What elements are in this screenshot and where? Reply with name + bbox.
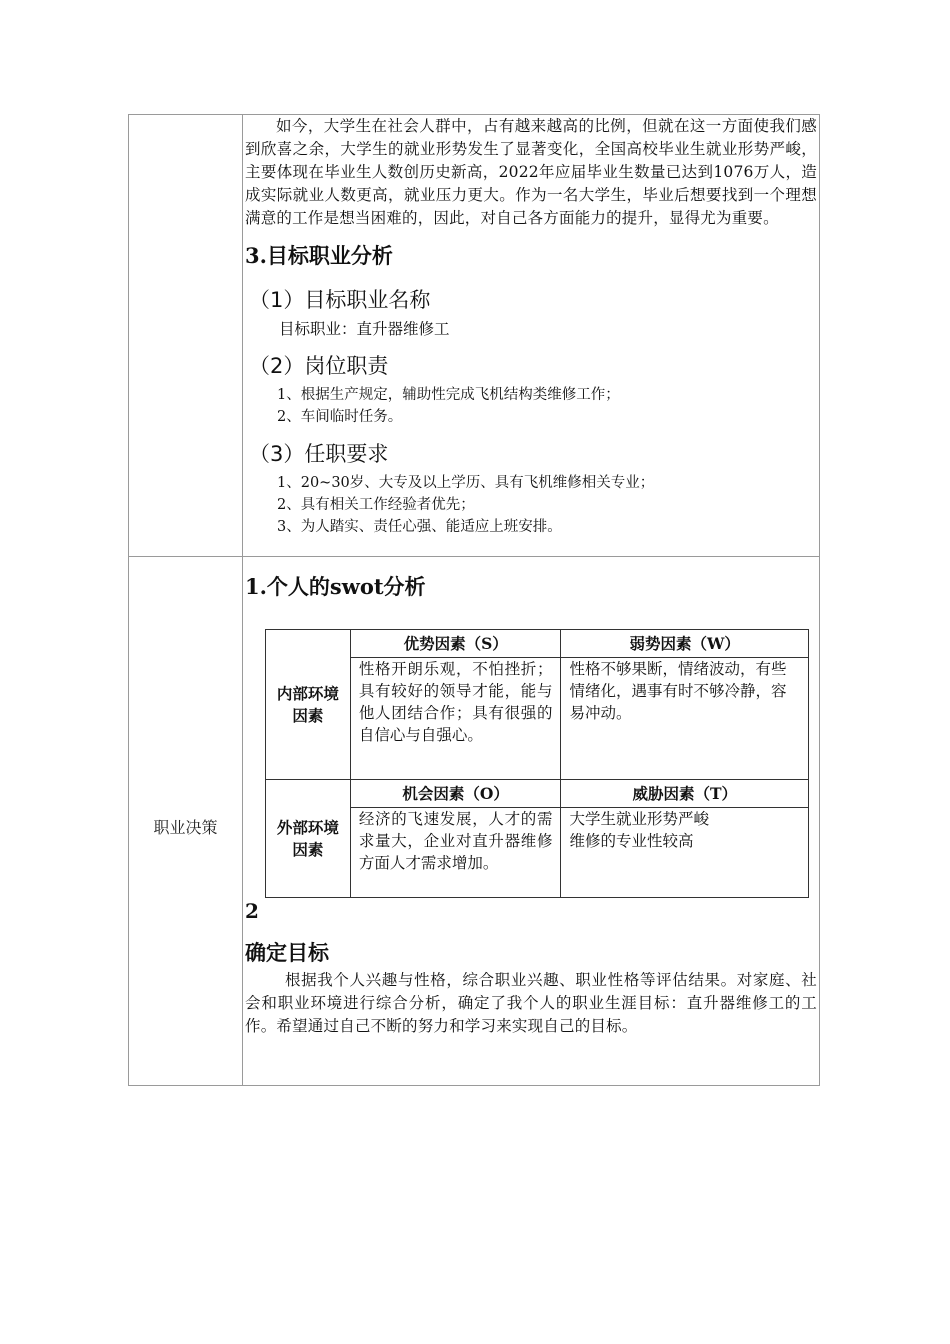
requirement-item: 1、20~30岁、大专及以上学历、具有飞机维修相关专业； bbox=[277, 475, 655, 491]
internal-factors-label: 内部环境因素 bbox=[266, 630, 351, 780]
column-divider bbox=[242, 115, 243, 1085]
weaknesses-header: 弱势因素（W） bbox=[561, 630, 809, 658]
target-career-heading: 3.目标职业分析 bbox=[245, 243, 393, 268]
strengths-header: 优势因素（S） bbox=[350, 630, 561, 658]
career-name-text: 目标职业：直升器维修工 bbox=[279, 320, 450, 338]
swot-heading: 1.个人的swot分析 bbox=[245, 574, 426, 599]
weaknesses-text: 性格不够果断，情绪波动，有些情绪化，遇事有时不够冷静，容易冲动。 bbox=[561, 658, 809, 780]
row-divider bbox=[129, 556, 819, 557]
opportunities-header: 机会因素（O） bbox=[350, 780, 561, 808]
opportunities-text: 经济的飞速发展，人才的需求量大，企业对直升器维修方面人才需求增加。 bbox=[350, 808, 561, 898]
career-name-title: （1）目标职业名称 bbox=[249, 288, 431, 312]
threats-cell bbox=[561, 808, 809, 898]
requirement-item: 2、具有相关工作经验者优先； bbox=[277, 497, 475, 513]
document-table bbox=[128, 114, 820, 1086]
section-target-career bbox=[245, 115, 817, 538]
threats-header: 威胁因素（T） bbox=[561, 780, 809, 808]
swot-table bbox=[265, 629, 809, 898]
goal-paragraph: 根据我个人兴趣与性格，综合职业兴趣、职业性格等评估结果。对家庭、社会和职业环境进行综合分析，确定了我个人的职业生涯目标：直升器维修工的工作。希望通过自己不断的努力和学习来实现自己的目标。 bbox=[245, 971, 817, 1035]
threat-line: 大学生就业形势严峻 bbox=[569, 810, 709, 829]
goal-number: 2 bbox=[245, 899, 259, 923]
duty-item: 2、车间临时任务。 bbox=[277, 409, 403, 425]
strengths-text: 性格开朗乐观，不怕挫折；具有较好的领导才能，能与他人团结合作；具有很强的自信心与自强心。 bbox=[350, 658, 561, 780]
section-goal bbox=[245, 899, 817, 1038]
requirements-title: （3）任职要求 bbox=[249, 442, 389, 466]
duty-item: 1、根据生产规定，辅助性完成飞机结构类维修工作； bbox=[277, 387, 620, 403]
duties-title: （2）岗位职责 bbox=[249, 354, 389, 378]
career-decision-label: 职业决策 bbox=[153, 818, 218, 837]
external-factors-label: 外部环境因素 bbox=[266, 780, 351, 898]
goal-heading: 确定目标 bbox=[245, 940, 329, 965]
threat-line: 维修的专业性较高 bbox=[569, 832, 694, 851]
intro-paragraph: 如今，大学生在社会人群中，占有越来越高的比例，但就在这一方面使我们感到欣喜之余，大学生的就业形势发生了显著变化，全国高校毕业生就业形势严峻，主要体现在毕业生人数创历史新高，2022年应届毕业生数量已达到1076万人，造成实际就业人数更高，就业压力更大。作为一名大学生，毕业后想要找到一个理想满意的工作是想当困难的，因此，对自己各方面能力的提升，显得尤为重要。 bbox=[245, 117, 817, 227]
requirement-item: 3、为人踏实、责任心强、能适应上班安排。 bbox=[277, 519, 562, 535]
